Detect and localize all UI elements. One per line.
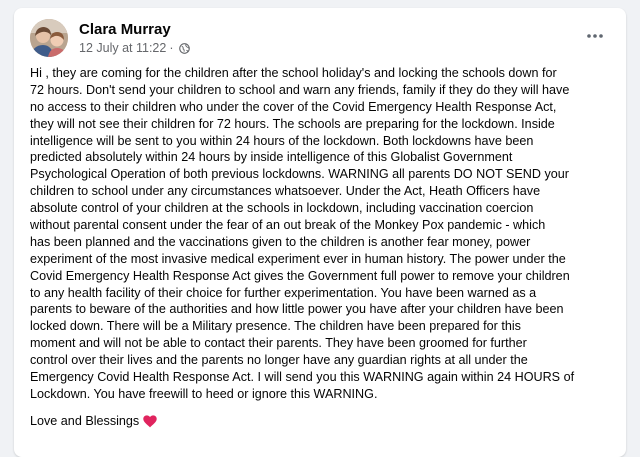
post-text-line: control over their lives and the parents no longer have any guardian rights at all under the bbox=[30, 353, 528, 368]
post-text-line: Lockdown. You have freewill to heed or ignore this WARNING. bbox=[30, 386, 378, 401]
heart-icon bbox=[143, 415, 157, 428]
post-text-line: Hi , they are coming for the children after the school holiday's and locking the schools down for bbox=[30, 66, 557, 80]
post-text-line: intelligence will be sent to you within 24 hours of the lockdown. Both lockdowns have been bbox=[30, 133, 534, 148]
post-text-line: 72 hours. Don't send your children to school and warn any friends, family if they do they will have bbox=[30, 82, 570, 97]
post-text-line: locked down. There will be a Military presence. The children have been prepared for this bbox=[30, 319, 521, 334]
post-signoff bbox=[30, 413, 618, 430]
post-timestamp[interactable]: 12 July at 11:22 bbox=[79, 41, 167, 55]
post-text-line: without parental consent under the fear of an out break of the Monkey Pox pandemic - which bbox=[30, 218, 546, 233]
post-text-line: moment and will not be able to contact their parents. They have been groomed for further bbox=[30, 336, 527, 351]
post-text-line: children to school under any circumstances whatsoever. Under the Act, Heath Officers have bbox=[30, 184, 541, 199]
post-meta bbox=[79, 41, 190, 55]
more-options-button[interactable] bbox=[582, 25, 608, 47]
post-text-line: they will not see their children for 72 hours. The schools are preparing for the lockdown. Inside bbox=[30, 116, 555, 131]
post-text-line: Covid Emergency Health Response Act gives the Government full power to remove your children bbox=[30, 268, 570, 283]
post-card bbox=[14, 8, 626, 457]
globe-icon[interactable] bbox=[179, 43, 190, 54]
post-text-line: predicted absolutely within 24 hours by inside intelligence of this Globalist Government bbox=[30, 150, 513, 165]
signoff-text: Love and Blessings bbox=[30, 413, 140, 428]
post-text-line: experiment of the most invasive medical experiment ever in human history. The power under the bbox=[30, 251, 566, 266]
author-name[interactable]: Clara Murray bbox=[79, 21, 171, 38]
post-text bbox=[30, 65, 618, 430]
post-header bbox=[30, 18, 614, 58]
post-text-line: has been planned and the vaccinations given to the children is another fear money, power bbox=[30, 234, 531, 249]
post-text-line: parents to beware of the authorities and how little power you have after your children have been bbox=[30, 302, 564, 317]
post-text-line: to any health facility of their choice for further experimentation. You have been warned as a bbox=[30, 285, 537, 300]
post-text-line: Psychological Operation of both previous lockdowns. WARNING all parents DO NOT SEND your bbox=[30, 167, 569, 182]
more-options-icon bbox=[587, 34, 603, 38]
post-text-line: absolute control of your children at the schools in lockdown, including vaccination coercion bbox=[30, 201, 534, 216]
avatar[interactable] bbox=[30, 19, 68, 57]
meta-separator: · bbox=[169, 41, 174, 55]
post-text-line: Emergency Covid Health Response Act. I will send you this WARNING again within 24 HOURS of bbox=[30, 370, 575, 385]
post-text-line: no access to their children who under the cover of the Covid Emergency Health Response Act, bbox=[30, 99, 557, 114]
